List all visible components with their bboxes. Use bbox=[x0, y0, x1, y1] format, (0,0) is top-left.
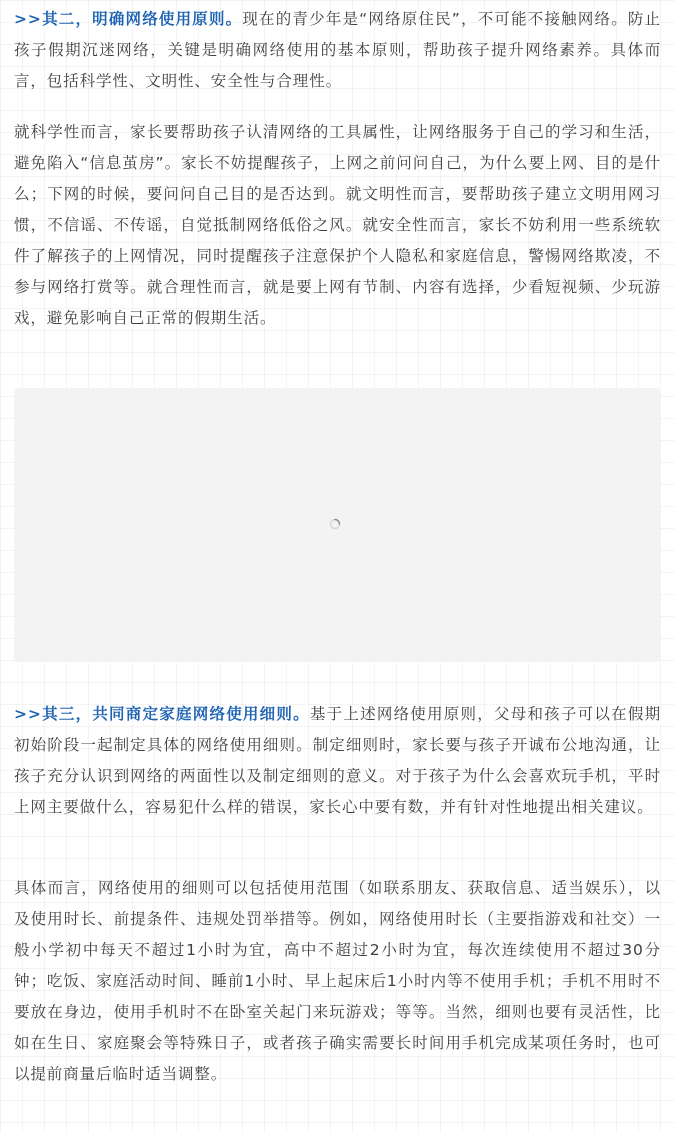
rules-detail-paragraph: 具体而言，网络使用的细则可以包括使用范围（如联系朋友、获取信息、适当娱乐），以及使用时长、前提条件、违规处罚举措等。例如，网络使用时长（主要指游戏和社交）一般小学初中每天不超过1小时为宜，高中不超过2小时为宜，每次连续使用不超过30分钟；吃饭、家庭活动时间、睡前1小时、早上起床后1小时内等不使用手机；手机不用时不要放在身边，使用手机时不在卧室关起门来玩游戏；等等。当然，细则也要有灵活性，比如在生日、家庭聚会等特殊日子，或者孩子确实需要长时间用手机完成某项任务时，也可以提前商量后临时适当调整。 bbox=[14, 879, 661, 1083]
loading-spinner-icon bbox=[329, 518, 341, 530]
image-placeholder bbox=[14, 388, 660, 662]
section-three-paragraph bbox=[14, 699, 661, 823]
principles-detail-paragraph: 就科学性而言，家长要帮助孩子认清网络的工具属性，让网络服务于自己的学习和生活，避免陷入“信息茧房”。家长不妨提醒孩子，上网之前问问自己，为什么要上网、目的是什么；下网的时候，要问问自己目的是否达到。就文明性而言，要帮助孩子建立文明用网习惯，不信谣、不传谣，自觉抵制网络低俗之风。就安全性而言，家长不妨利用一些系统软件了解孩子的上网情况，同时提醒孩子注意保护个人隐私和家庭信息，警惕网络欺凌，不参与网络打赏等。就合理性而言，就是要上网有节制、内容有选择，少看短视频、少玩游戏，避免影响自己正常的假期生活。 bbox=[14, 123, 661, 327]
section-three-text: 基于上述网络使用原则，父母和孩子可以在假期初始阶段一起制定具体的网络使用细则。制定细则时，家长要与孩子开诚布公地沟通，让孩子充分认识到网络的两面性以及制定细则的意义。对于孩子为什么会喜欢玩手机，平时上网主要做什么，容易犯什么样的错误，家长心中要有数，并有针对性地提出相关建议。 bbox=[14, 705, 661, 816]
section-three-heading: >>其三，共同商定家庭网络使用细则。 bbox=[14, 705, 310, 723]
section-two-text: 现在的青少年是“网络原住民”，不可能不接触网络。防止孩子假期沉迷网络，关键是明确网络使用的基本原则，帮助孩子提升网络素养。具体而言，包括科学性、文明性、安全性与合理性。 bbox=[14, 10, 661, 90]
section-two-heading: >>其二，明确网络使用原则。 bbox=[14, 10, 243, 28]
section-two-paragraph bbox=[14, 4, 661, 97]
